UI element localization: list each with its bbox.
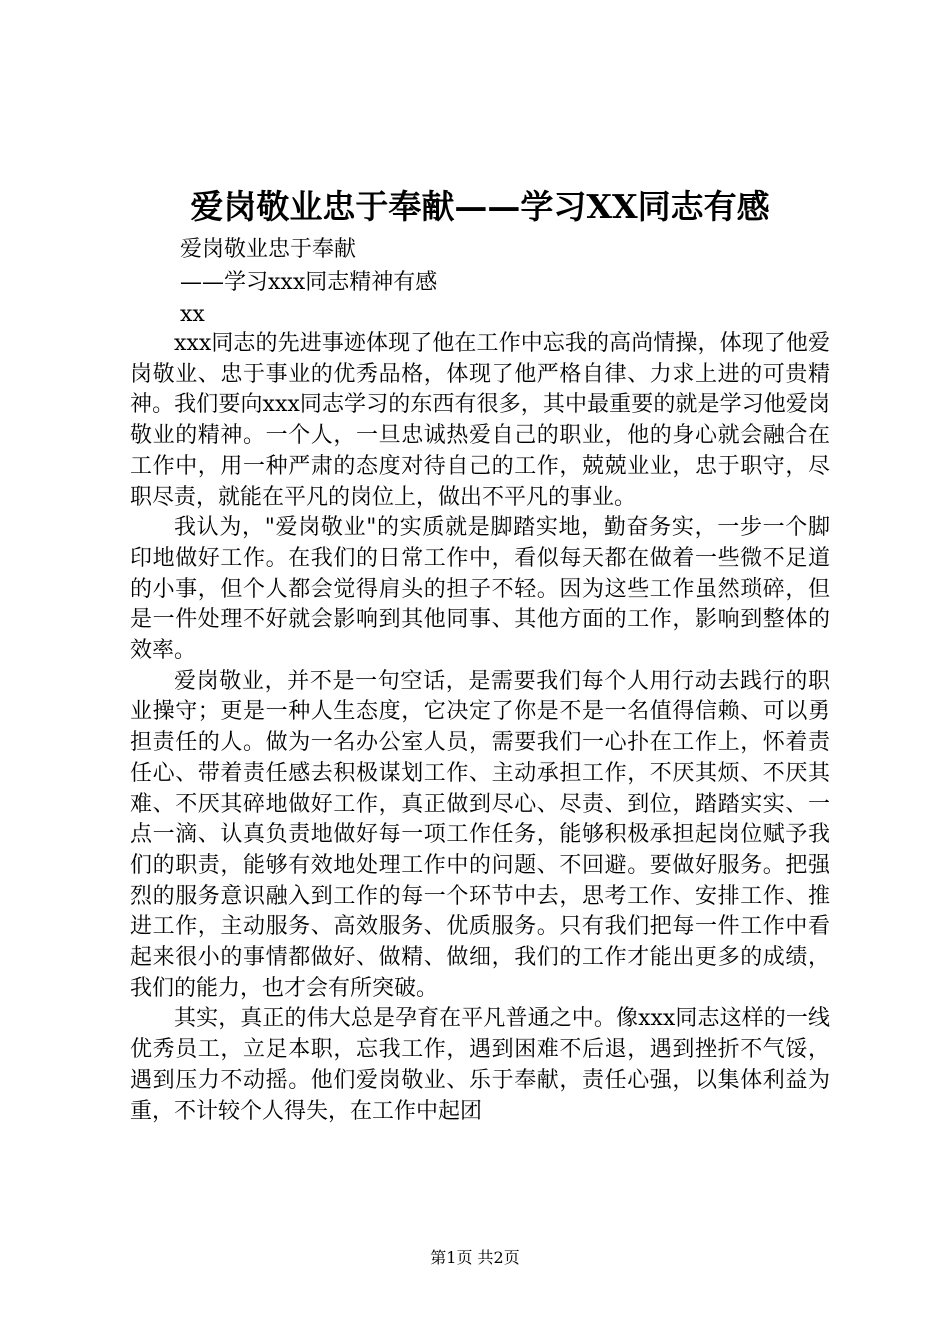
paragraph: xxx同志的先进事迹体现了他在工作中忘我的高尚情操，体现了他爱岗敬业、忠于事业的优秀品格，体现了他严格自律、力求上进的可贵精神。我们要向xxx同志学习的东西有很多，其中最重要的就是学习他爱岗敬业的精神。一个人，一旦忠诚热爱自己的职业，他的身心就会融合在工作中，用一种严肃的态度对待自己的工作，兢兢业业，忠于职守，尽职尽责，就能在平凡的岗位上，做出不平凡的事业。	[130, 331, 830, 510]
subtitle-sub: ——学习xxx同志精神有感	[180, 270, 438, 295]
paragraph: 我认为，"爱岗敬业"的实质就是脚踏实地，勤奋务实，一步一个脚印地做好工作。在我们的日常工作中，看似每天都在做着一些微不足道的小事，但个人都会觉得肩头的担子不轻。因为这些工作虽然琐碎，但是一件处理不好就会影响到其他同事、其他方面的工作，影响到整体的效率。	[130, 515, 830, 664]
page-footer: 第1页 共2页	[430, 1248, 520, 1267]
document-body	[130, 329, 830, 1127]
subtitle-main: 爱岗敬业忠于奉献	[180, 237, 357, 262]
paragraph: 爱岗敬业，并不是一句空话，是需要我们每个人用行动去践行的职业操守；更是一种人生态度，它决定了你是不是一名值得信赖、可以勇担责任的人。做为一名办公室人员，需要我们一心扑在工作上，怀着责任心、带着责任感去积极谋划工作、主动承担工作，不厌其烦、不厌其难、不厌其碎地做好工作，真正做到尽心、尽责、到位，踏踏实实、一点一滴、认真负责地做好每一项工作任务，能够积极承担起岗位赋予我们的职责，能够有效地处理工作中的问题、不回避。要做好服务。把强烈的服务意识融入到工作的每一个环节中去，思考工作、安排工作、推进工作，主动服务、高效服务、优质服务。只有我们把每一件工作中看起来很小的事情都做好、做精、做细，我们的工作才能出更多的成绩，我们的能力，也才会有所突破。	[130, 668, 830, 1001]
document-title: 爱岗敬业忠于奉献——学习XX同志有感	[190, 187, 770, 226]
author: xx	[180, 302, 205, 327]
paragraph: 其实，真正的伟大总是孕育在平凡普通之中。像xxx同志这样的一线优秀员工，立足本职，忘我工作，遇到困难不后退，遇到挫折不气馁，遇到压力不动摇。他们爱岗敬业、乐于奉献，责任心强，以集体利益为重，不计较个人得失，在工作中起团	[130, 1006, 830, 1124]
